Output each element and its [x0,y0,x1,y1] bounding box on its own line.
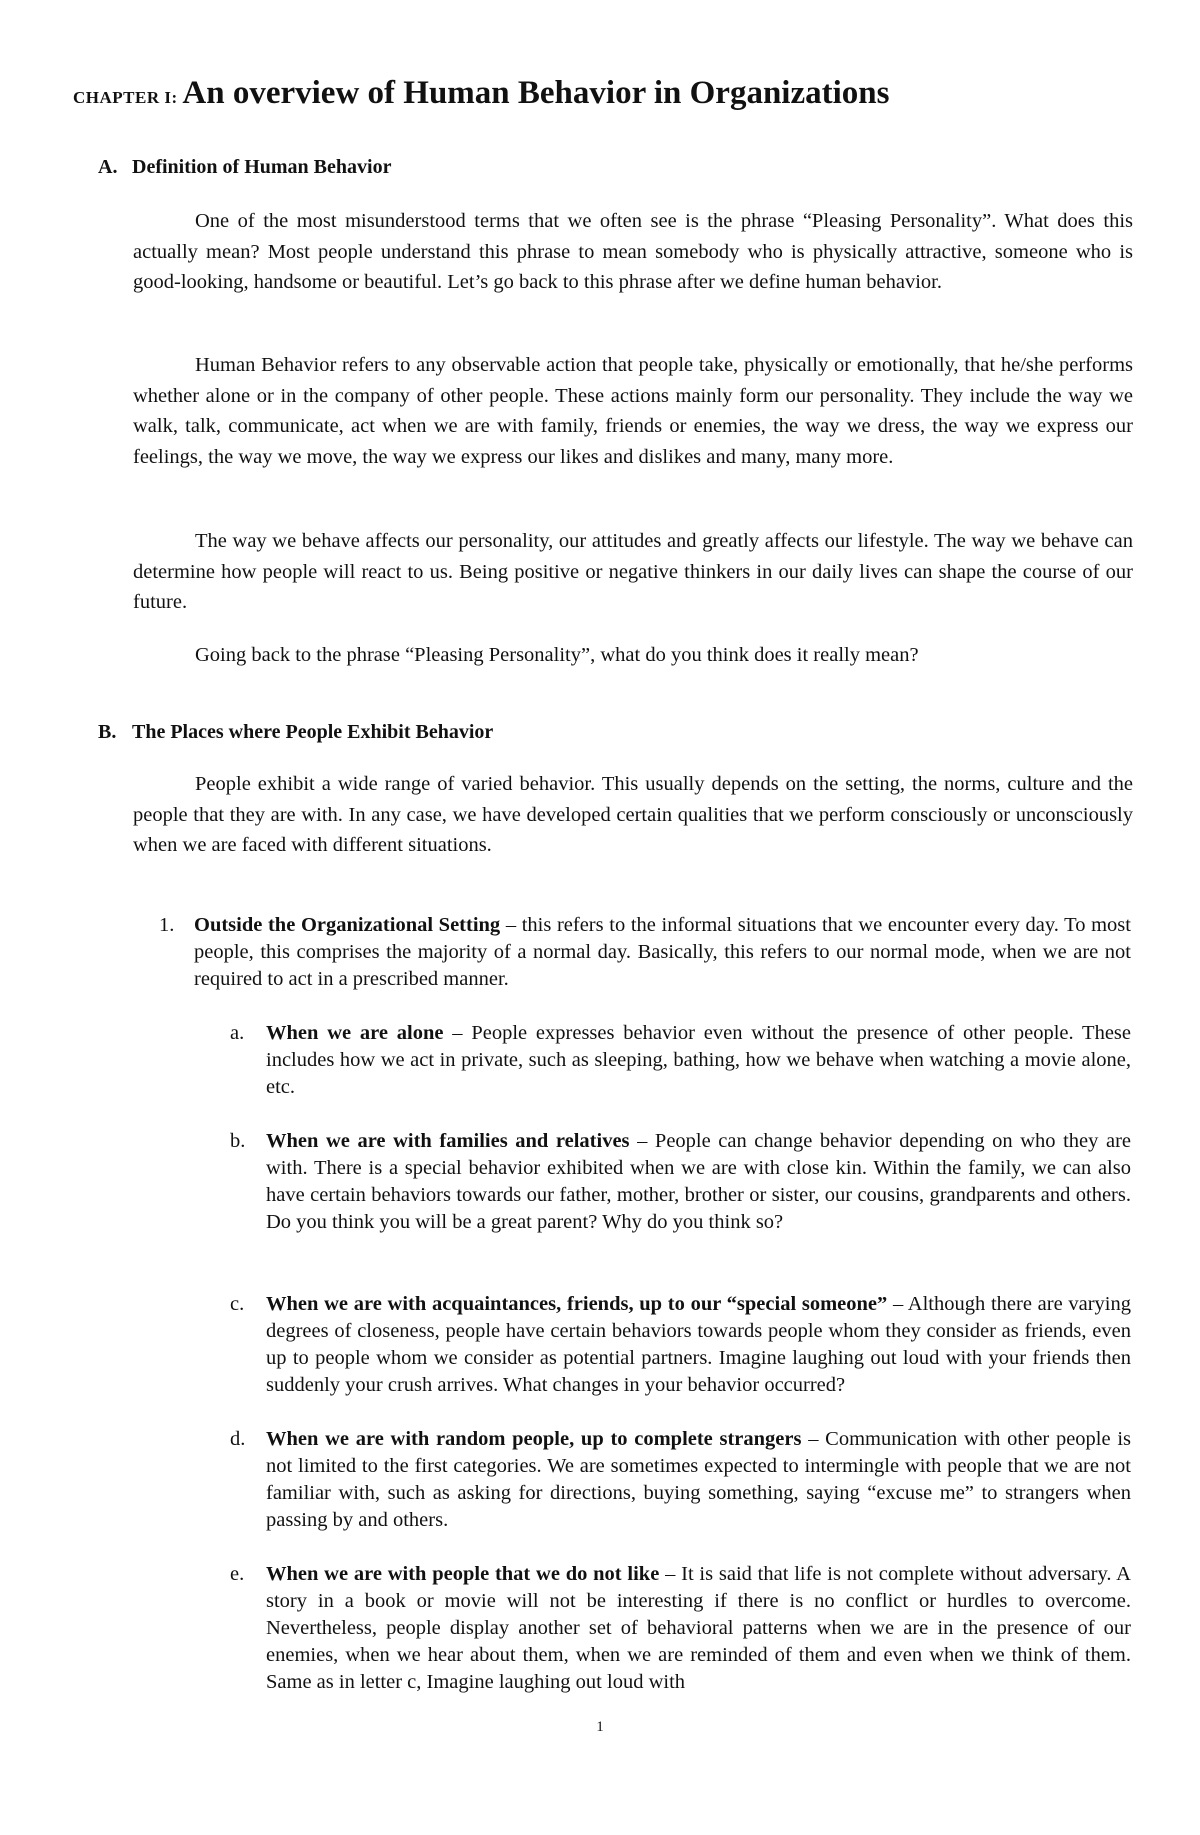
chapter-title [73,72,889,118]
sub-item-friends [230,1291,1132,1399]
sub-item-term: When we are with random people, up to complete strangers [266,1428,802,1450]
sub-item-term: When we are with people that we do not like [266,1563,660,1585]
sub-item-marker: d. [230,1428,246,1450]
sub-item-marker: c. [230,1293,245,1315]
section-a-title: Definition of Human Behavior [132,156,392,178]
sub-item-marker: b. [230,1130,246,1152]
list-item-marker: 1. [159,914,175,936]
sub-item-alone [230,1020,1132,1101]
chapter-label: CHAPTER I: [73,88,183,107]
section-a-paragraph-2: Human Behavior refers to any observable action that people take, physically or emotionally, that he/she performs whether alone or in the company of other people. These actions mainly form our personality. They include the way we walk, talk, communicate, act when we are with family, friends or enemies, the way we dress, the way we express our feelings, the way we move, the way we express our likes and dislikes and many, many more. [133,354,1133,468]
list-item-outside-organizational-setting [159,912,1131,993]
sub-item-text: – People expresses behavior even without the presence of other people. These includes how we act in private, such as sleeping, bathing, how we behave when watching a movie alone, etc. [266,1022,1132,1098]
list-item-term: Outside the Organizational Setting [194,914,501,936]
section-a-paragraph-1: One of the most misunderstood terms that we often see is the phrase “Pleasing Personality”. What does this actually mean? Most people understand this phrase to mean somebody who is physically attractive, someone who is good-looking, handsome or beautiful. Let’s go back to this phrase after we define human behavior. [133,210,1133,293]
section-a-paragraph-3: The way we behave affects our personality, our attitudes and greatly affects our lifestyle. The way we behave can determine how people will react to us. Being positive or negative thinkers in our daily lives can shape the course of our future. [133,530,1133,613]
sub-item-term: When we are with acquaintances, friends, up to our “special someone” [266,1293,888,1315]
sub-item-families [230,1128,1131,1236]
sub-item-marker: e. [230,1563,245,1585]
sub-item-term: When we are alone [266,1022,444,1044]
chapter-main-title: An overview of Human Behavior in Organizations [182,75,890,111]
sub-item-strangers [230,1426,1131,1534]
sub-item-text: – People can change behavior depending on who they are with. There is a special behavior exhibited when we are with close kin. Within the family, we can also have certain behaviors towards our father, mother, brother or sister, our cousins, grandparents and others. Do you think you will be a great parent? Why do you think so? [266,1130,1131,1233]
section-b-title: The Places where People Exhibit Behavior [132,721,494,743]
list-item-text: – this refers to the informal situations that we encounter every day. To most people, this comprises the majority of a normal day. Basically, this refers to our normal mode, when we are not required to act in a prescribed manner. [194,914,1131,990]
section-b-heading [98,718,493,746]
sub-item-people-we-do-not-like [230,1561,1131,1696]
sub-item-text: – Although there are varying degrees of closeness, people have certain behaviors towards people whom they consider as friends, even up to people whom we consider as potential partners. Imagine laughing out loud with your friends then suddenly your crush arrives. What changes in your behavior occurred? [266,1293,1132,1396]
sub-item-text: – It is said that life is not complete without adversary. A story in a book or movie will not be interesting if there is no conflict or hurdles to overcome. Nevertheless, people display another set of behavioral patterns when we are in the presence of our enemies, when we hear about them, when we are reminded of them and even when we think of them. Same as in letter c, Imagine laughing out loud with [266,1563,1131,1693]
section-b-intro: People exhibit a wide range of varied behavior. This usually depends on the setting, the norms, culture and the people that they are with. In any case, we have developed certain qualities that we perform consciously or unconsciously when we are faced with different situations. [133,773,1133,856]
sub-item-text: – Communication with other people is not limited to the first categories. We are sometimes expected to intermingle with people that we are not familiar with, such as asking for directions, buying something, saying “excuse me” to strangers when passing by and others. [266,1428,1131,1531]
page-number: 1 [596,1719,604,1735]
section-b-marker: B. [98,721,117,743]
section-a-paragraph-4: Going back to the phrase “Pleasing Personality”, what do you think does it really mean? [195,644,919,666]
sub-item-term: When we are with families and relatives [266,1130,630,1152]
sub-item-marker: a. [230,1022,245,1044]
section-a-marker: A. [98,156,118,178]
section-a-heading [98,153,391,181]
